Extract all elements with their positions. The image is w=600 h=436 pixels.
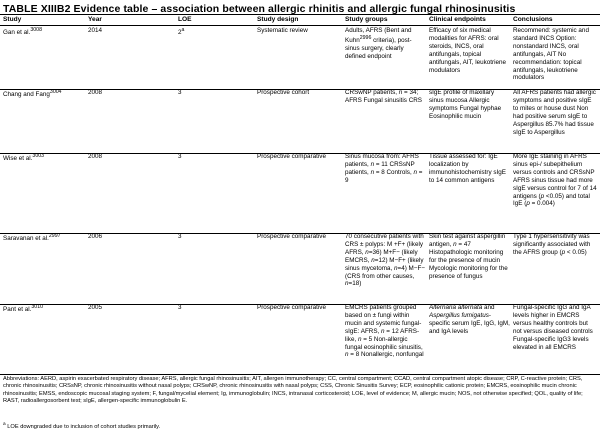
- cell-design: Prospective cohort: [257, 89, 310, 96]
- cell-endpoints: Tissue assessed for: IgE localization by immunohistochemistry sIgE to 14 common antigens: [429, 153, 506, 184]
- footnote-text: LOE downgraded due to inclusion of cohort studies primarily.: [7, 423, 161, 430]
- cell-loe: 3: [178, 153, 182, 160]
- cell-year: 2008: [88, 153, 103, 160]
- header-study: Study: [3, 16, 22, 23]
- cell-endpoints: Efficacy of six medical modalities for AFRS: oral steroids, INCS, oral antifungals, topical antifungals, AIT, leukotriene modulators: [429, 27, 507, 74]
- cell-groups: CRSwNP patients, n = 34; AFRS Fungal sinusitis CRS: [345, 89, 422, 104]
- cell-groups: Sinus mucosa from: AFRS patients, n = 11 CRSsNP patients, n = 8 Controls, n = 9: [345, 153, 423, 184]
- abbreviations-note: Abbreviations: AERD, aspirin exacerbated respiratory disease; AFRS, allergic fungal rhinosinusitis; AIT, allergen immunotherapy; CC, central compartment; CCAD, central compartment atopic disease; CRP, C-reactive protein; CRS, chronic rhinosinusitis; CRSsNP, chronic rhinosinusitis without nasal polyps; CRSwNP, chronic rhinosinusitis with nasal polyps; CSS, Chronic Sinusitis Survey; ECP, eosinophilic cationic protein; EMCRS, eosinophilic mucin chronic rhinosinusitis; EMSS, endoscopic mucosal staging system; F, fungal/mycelial element; Ig, immunoglobulin; INCS, intranasal corticosteroid; LOE, level of evidence; M, allergic mucin; NOS, not otherwise specified; QOL, quality of life; RAST, radioallergosorbent test; sIgE, allergen-specific immunoglobulin E.: [3, 376, 583, 405]
- cell-conclusions: More IgE staining in AFRS sinus epi-/ subepithelium versus controls and CRSsNP AFRS sinus tissue had more sIgE versus control for 7 of 14 antigens (p <0.05) and total IgE (p = 0.004): [513, 153, 597, 208]
- table-footnote: [3, 422, 160, 430]
- header-top-rule: [0, 14, 600, 15]
- cell-conclusions: Type 1 hypersensitivity was significantly associated with the AFRS group (p < 0.05): [513, 233, 591, 256]
- header-bottom-rule: [0, 25, 600, 26]
- cell-groups: EMCRS patients grouped based on ± fungi within mucin and systemic fungal-sIgE: AFRS, n = 12 AFRS-like, n = 5 Non-allergic fungal eosinophilic sinusitis, n = 8 Nonallergic, nonfungal: [345, 304, 424, 359]
- cell-study: Chang and Fang$^{3004}$: [3, 89, 62, 99]
- cell-design: Prospective comparative: [257, 233, 326, 240]
- cell-conclusions: All AFRS patients had allergic symptoms and positive sIgE to mites or house dust Non had positive serum sIgE to Aspergillus 85.7% had tissue sIgE to Aspergillus: [513, 89, 596, 136]
- cell-endpoints: Alternaria alternata and Aspergillus fumigatus-specific serum IgE, IgG, IgM, and IgA levels: [429, 304, 510, 335]
- cell-loe: 3: [178, 233, 182, 240]
- cell-loe: 3: [178, 304, 182, 311]
- cell-conclusions: Fungal-specific IgG and IgA levels higher in EMCRS versus healthy controls but not versus diseased controls Fungal-specific IgG3 levels elevated in all EMCRS: [513, 304, 593, 351]
- table-title: TABLE XIIIB2 Evidence table – association between allergic rhinitis and allergic fungal rhinosinusitis: [3, 3, 516, 15]
- cell-conclusions: Recommend: systemic and standard INCS Option: nonstandard INCS, oral antifungals, AIT No recommendation: topical antifungals, leukotriene modulators: [513, 27, 589, 82]
- cell-groups: Adults, AFRS (Bent and Kuhn$^{2996}$ criteria), post-sinus surgery, clearly defined endpoint: [345, 27, 412, 60]
- cell-loe: 3: [178, 89, 182, 96]
- cell-year: 2008: [88, 89, 103, 96]
- header-study-design: Study design: [257, 16, 299, 23]
- header-loe: LOE: [178, 16, 192, 23]
- cell-endpoints: sIgE profile of maxillary sinus mucosa Allergic symptoms Fungal hyphae Eosinophilic mucin: [429, 89, 502, 120]
- header-conclusions: Conclusions: [513, 16, 553, 23]
- cell-study: Gan et al.$^{3008}$: [3, 27, 42, 37]
- row-divider: [0, 374, 600, 375]
- cell-study: Saravanan et al.$^{2997}$: [3, 233, 61, 243]
- header-year: Year: [88, 16, 102, 23]
- cell-loe: 2$^a$: [178, 27, 185, 37]
- cell-endpoints: Skin test against aspergillin antigen, n = 47 Histopathologic monitoring for the presence of mucin Mycologic monitoring for the presence of fungus: [429, 233, 508, 280]
- cell-design: Prospective comparative: [257, 153, 326, 160]
- footnote-marker: a: [3, 422, 6, 427]
- cell-design: Systematic review: [257, 27, 308, 34]
- cell-year: 2005: [88, 304, 103, 311]
- cell-year: 2014: [88, 27, 103, 34]
- header-clinical-endpoints: Clinical endpoints: [429, 16, 486, 23]
- header-study-groups: Study groups: [345, 16, 388, 23]
- cell-study: Wise et al.$^{3003}$: [3, 153, 45, 163]
- cell-year: 2006: [88, 233, 103, 240]
- cell-study: Pant et al.$^{3010}$: [3, 304, 44, 314]
- cell-groups: 70 consecutive patients with CRS ± polyps: M +F+ (likely AFRS, n=36) M+F− (likely EMCRS, n=12) M−F+ (likely sinus mycetoma, n=4) M−F− (CRS from other causes, n=18): [345, 233, 425, 288]
- cell-design: Prospective comparative: [257, 304, 326, 311]
